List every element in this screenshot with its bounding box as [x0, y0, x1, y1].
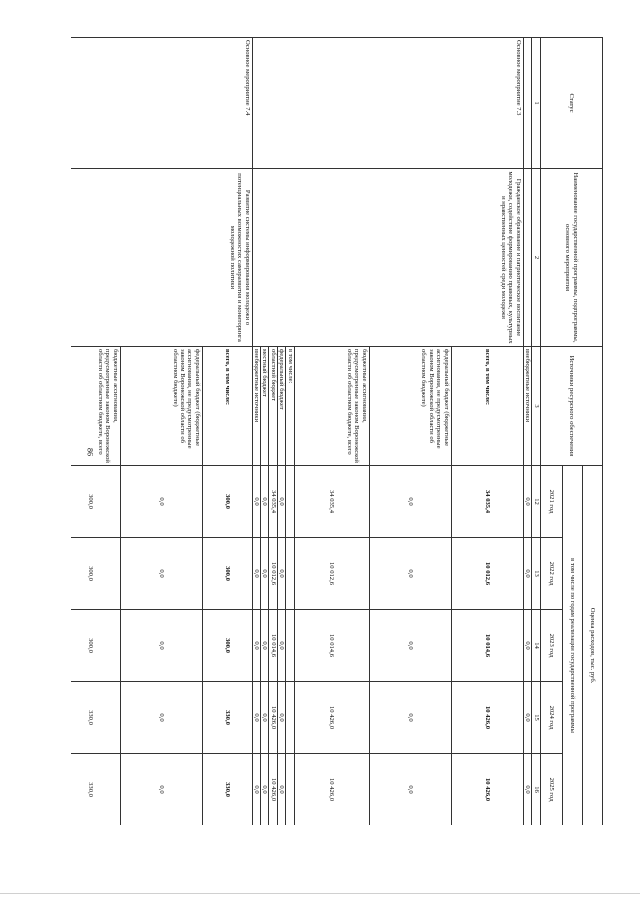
value-cell: 0,0 [252, 754, 260, 826]
value-cell: 0,0 [261, 538, 269, 610]
value-cell: 330,0 [202, 754, 252, 826]
column-index: 16 [532, 754, 541, 826]
value-cell: 0,0 [120, 610, 202, 682]
value-cell [286, 754, 294, 826]
header-status: Статус [541, 38, 603, 169]
value-cell: 34 035,4 [269, 466, 277, 538]
header-year: 2023 год [541, 610, 563, 682]
budget-table [71, 37, 603, 825]
value-cell: 330,0 [202, 682, 252, 754]
source-cell: областной бюджет [269, 347, 277, 466]
value-cell: 300,0 [71, 610, 120, 682]
source-cell: внебюджетные источники [252, 347, 260, 466]
value-cell: 0,0 [277, 610, 285, 682]
value-cell: 0,0 [369, 538, 451, 610]
value-cell: 0,0 [523, 682, 531, 754]
value-cell: 10 426,0 [269, 682, 277, 754]
column-index: 1 [532, 38, 541, 169]
value-cell: 0,0 [261, 466, 269, 538]
header-estimate: Оценка расходов, тыс. руб. [583, 466, 603, 826]
source-cell: бюджетные ассигнования, предусмотренные законом Воронежской области об областном бюджете, всего [294, 347, 369, 466]
value-cell: 10 012,6 [294, 538, 369, 610]
value-cell: 300,0 [202, 466, 252, 538]
value-cell: 0,0 [261, 682, 269, 754]
value-cell: 34 035,4 [294, 466, 369, 538]
column-index: 14 [532, 610, 541, 682]
source-cell: федеральный бюджет (бюджетные ассигнования, не предусмотренные законом Воронежской области об областном бюджете) [369, 347, 451, 466]
value-cell: 0,0 [277, 466, 285, 538]
value-cell: 0,0 [277, 754, 285, 826]
column-index: 13 [532, 538, 541, 610]
value-cell: 0,0 [252, 610, 260, 682]
name-cell [523, 169, 531, 347]
value-cell: 0,0 [369, 754, 451, 826]
value-cell: 0,0 [252, 466, 260, 538]
source-cell: бюджетные ассигнования, предусмотренные законом Воронежской области об областном бюджете, всего [71, 347, 120, 466]
value-cell: 0,0 [252, 682, 260, 754]
value-cell [286, 466, 294, 538]
value-cell: 0,0 [523, 610, 531, 682]
value-cell: 0,0 [277, 682, 285, 754]
source-cell: федеральный бюджет [277, 347, 285, 466]
value-cell: 0,0 [261, 610, 269, 682]
value-cell: 330,0 [71, 682, 120, 754]
source-cell: внебюджетные источники [523, 347, 531, 466]
header-year: 2025 год [541, 754, 563, 826]
source-cell: федеральный бюджет (бюджетные ассигнования, не предусмотренные законом Воронежской области об областном бюджете) [120, 347, 202, 466]
measure-name: Развитие системы информирования молодежи о потенциальных возможностях саморазвития и мониторинга молодежной политики [71, 169, 252, 347]
value-cell: 0,0 [120, 682, 202, 754]
value-cell: 10 014,6 [451, 610, 523, 682]
page-number: 86 [85, 448, 95, 456]
value-cell: 0,0 [369, 682, 451, 754]
value-cell: 10 426,0 [451, 754, 523, 826]
header-year: 2024 год [541, 682, 563, 754]
value-cell: 0,0 [120, 466, 202, 538]
value-cell: 0,0 [261, 754, 269, 826]
header-year: 2022 год [541, 538, 563, 610]
value-cell: 0,0 [120, 538, 202, 610]
value-cell: 300,0 [71, 466, 120, 538]
value-cell: 0,0 [369, 466, 451, 538]
table-row [451, 38, 523, 826]
table-row [523, 38, 531, 826]
value-cell: 34 035,4 [451, 466, 523, 538]
source-cell: в том числе: [286, 347, 294, 466]
value-cell: 10 426,0 [294, 754, 369, 826]
column-index: 15 [532, 682, 541, 754]
value-cell: 300,0 [202, 610, 252, 682]
table-row [202, 38, 252, 826]
source-cell: местный бюджет [261, 347, 269, 466]
value-cell: 0,0 [523, 754, 531, 826]
status-cell [523, 38, 531, 169]
value-cell: 0,0 [120, 754, 202, 826]
header-source: Источники ресурсного обеспечения [541, 347, 603, 466]
budget-table-rotated [71, 37, 603, 825]
value-cell: 0,0 [252, 538, 260, 610]
value-cell: 10 426,0 [451, 682, 523, 754]
value-cell: 10 014,6 [294, 610, 369, 682]
column-index: 12 [532, 466, 541, 538]
value-cell: 10 012,6 [451, 538, 523, 610]
scan-edge-line [0, 893, 640, 894]
measure-status: Основное мероприятие 7.4 [71, 38, 252, 169]
value-cell: 0,0 [369, 610, 451, 682]
measure-status: Основное мероприятие 7.3 [252, 38, 523, 169]
value-cell [286, 682, 294, 754]
value-cell: 10 012,6 [269, 538, 277, 610]
source-cell: всего, в том числе: [202, 347, 252, 466]
header-by-years: в том числе по годам реализации государственной программы [563, 466, 583, 826]
measure-name: Гражданское образование и патриотическое воспитание молодежи, содействие формированию правовых, культурных и нравственных ценностей среди молодежи [252, 169, 523, 347]
value-cell: 10 014,6 [269, 610, 277, 682]
value-cell: 330,0 [71, 754, 120, 826]
budget-table-frame [71, 37, 603, 825]
value-cell: 10 426,0 [269, 754, 277, 826]
column-index: 3 [532, 347, 541, 466]
header-name: Наименование государственной программы, подпрограммы, основного мероприятия [541, 169, 603, 347]
value-cell: 300,0 [202, 538, 252, 610]
value-cell: 0,0 [523, 466, 531, 538]
value-cell: 0,0 [277, 538, 285, 610]
value-cell [286, 538, 294, 610]
value-cell [286, 610, 294, 682]
value-cell: 300,0 [71, 538, 120, 610]
source-cell: всего, в том числе: [451, 347, 523, 466]
value-cell: 0,0 [523, 538, 531, 610]
header-year: 2021 год [541, 466, 563, 538]
column-index: 2 [532, 169, 541, 347]
value-cell: 10 426,0 [294, 682, 369, 754]
